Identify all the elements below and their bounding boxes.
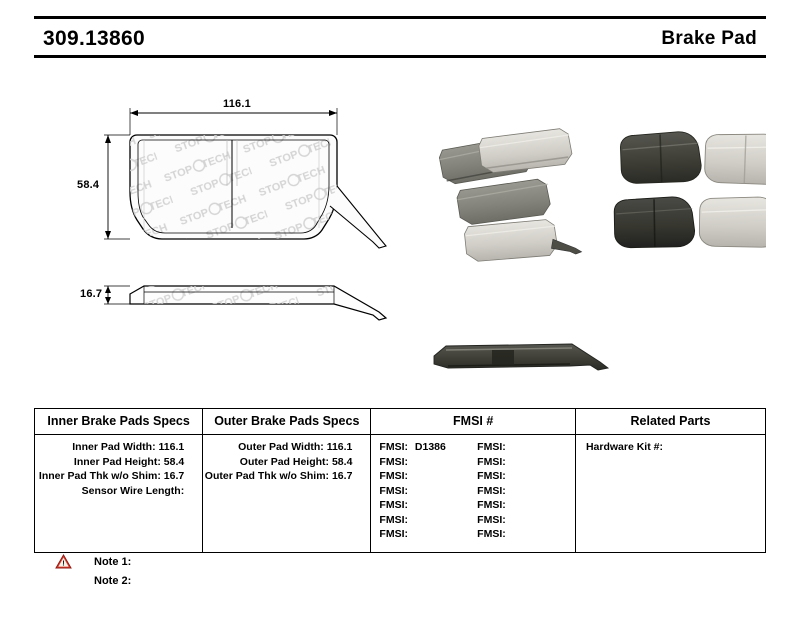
outer-spec-row (203, 455, 370, 470)
fmsi-column-left (379, 440, 477, 542)
fmsi-label: FMSI: (477, 455, 506, 468)
dimension-width-label: 116.1 (220, 98, 254, 110)
fmsi-value: D1386 (414, 441, 446, 453)
fmsi-row (379, 440, 477, 455)
warning-icon (50, 554, 76, 569)
fmsi-row (379, 527, 477, 542)
width-arrow-left (130, 110, 138, 116)
fmsi-value (408, 485, 412, 497)
pad-face-watermark (130, 135, 337, 239)
fmsi-label: FMSI: (379, 484, 408, 497)
inner-pad-height-label: Inner Pad Height: (73, 455, 161, 468)
outer-spec-row (203, 440, 370, 455)
specs-body-row (35, 435, 765, 552)
fmsi-label: FMSI: (379, 470, 408, 482)
inner-specs-cell (35, 435, 203, 552)
outer-pad-height-value: 58.4 (331, 455, 353, 468)
column-header-outer: Outer Brake Pads Specs (203, 409, 371, 435)
pad-side-watermark (144, 286, 334, 304)
outer-pad-thickness-label: Outer Pad Thk w/o Shim: (204, 470, 330, 482)
note-row (50, 571, 350, 590)
inner-spec-row (35, 484, 202, 499)
inner-pad-width-label: Inner Pad Width: (72, 441, 156, 453)
column-header-related: Related Parts (575, 409, 765, 435)
fmsi-row (379, 469, 477, 484)
fmsi-row (477, 513, 575, 528)
dimension-thickness-label: 16.7 (77, 288, 105, 300)
document-title: Brake Pad (661, 28, 757, 49)
inner-pad-thickness-value: 16.7 (163, 470, 185, 482)
related-part-row (576, 440, 765, 455)
width-arrow-right (329, 110, 337, 116)
fmsi-value (506, 528, 510, 540)
specs-header-row (35, 409, 765, 435)
fmsi-value (506, 514, 510, 526)
fmsi-label: FMSI: (477, 470, 506, 482)
fmsi-label: FMSI: (379, 513, 408, 526)
thickness-arrow-bottom (105, 297, 111, 304)
fmsi-value (408, 470, 412, 482)
inner-pad-thickness-label: Inner Pad Thk w/o Shim: (38, 470, 161, 482)
fmsi-value (408, 456, 412, 468)
document-header (34, 16, 766, 58)
fmsi-value (506, 499, 510, 511)
photo-pad-edge-view (434, 344, 608, 370)
related-parts-cell (575, 435, 765, 552)
inner-spec-row (35, 440, 202, 455)
inner-pad-width-value: 116.1 (158, 441, 185, 453)
fmsi-row (379, 484, 477, 499)
inner-spec-row (35, 469, 202, 484)
height-arrow-bottom (105, 231, 111, 239)
fmsi-value (408, 514, 412, 526)
outer-spec-row (203, 469, 370, 484)
fmsi-label: FMSI: (477, 441, 506, 453)
fmsi-label: FMSI: (477, 528, 506, 540)
fmsi-row (379, 513, 477, 528)
fmsi-row (379, 498, 477, 513)
technical-drawing-views (34, 66, 434, 386)
fmsi-label: FMSI: (379, 455, 408, 468)
inner-spec-row (35, 455, 202, 470)
fmsi-row (477, 527, 575, 542)
outer-pad-width-label: Outer Pad Width: (238, 441, 324, 453)
fmsi-row (477, 455, 575, 470)
fmsi-value (506, 470, 510, 482)
inner-pad-height-value: 58.4 (163, 455, 185, 468)
notes-section (50, 552, 350, 590)
fmsi-value (408, 528, 412, 540)
column-header-inner: Inner Brake Pads Specs (35, 409, 203, 435)
svg-text:!: ! (61, 558, 65, 568)
note-1-label: Note 1: (94, 555, 132, 568)
outer-pad-width-value: 116.1 (326, 441, 353, 453)
fmsi-row (477, 484, 575, 499)
photo-pad-stack-left (438, 128, 582, 262)
fmsi-row (477, 440, 575, 455)
hardware-kit-label: Hardware Kit #: (585, 441, 663, 453)
sensor-wire-length-label: Sensor Wire Length: (81, 484, 185, 497)
fmsi-label: FMSI: (477, 499, 506, 511)
specs-table (34, 408, 766, 553)
dimension-height-label: 58.4 (74, 179, 102, 191)
drawing-area (34, 66, 766, 386)
fmsi-label: FMSI: (379, 499, 408, 511)
product-photo-group (404, 76, 766, 376)
fmsi-label: FMSI: (477, 513, 506, 526)
note-row (50, 552, 350, 571)
height-arrow-top (105, 135, 111, 143)
thickness-arrow-top (105, 286, 111, 293)
outer-pad-thickness-value: 16.7 (331, 470, 353, 482)
fmsi-value (506, 441, 510, 453)
fmsi-value (506, 485, 510, 497)
note-2-label: Note 2: (94, 574, 132, 587)
fmsi-label: FMSI: (379, 441, 408, 453)
pad-sensor-tab (330, 186, 386, 248)
fmsi-value (506, 456, 510, 468)
fmsi-row (379, 455, 477, 470)
outer-pad-height-label: Outer Pad Height: (239, 455, 330, 468)
outer-specs-cell (203, 435, 371, 552)
fmsi-label: FMSI: (379, 528, 408, 540)
fmsi-value (408, 499, 412, 511)
fmsi-column-right (477, 440, 575, 542)
column-header-fmsi: FMSI # (371, 409, 576, 435)
fmsi-label: FMSI: (477, 484, 506, 497)
fmsi-cell (371, 435, 576, 552)
fmsi-row (477, 469, 575, 484)
photo-pad-stack-right (614, 131, 766, 248)
fmsi-row (477, 498, 575, 513)
part-number: 309.13860 (43, 27, 145, 50)
